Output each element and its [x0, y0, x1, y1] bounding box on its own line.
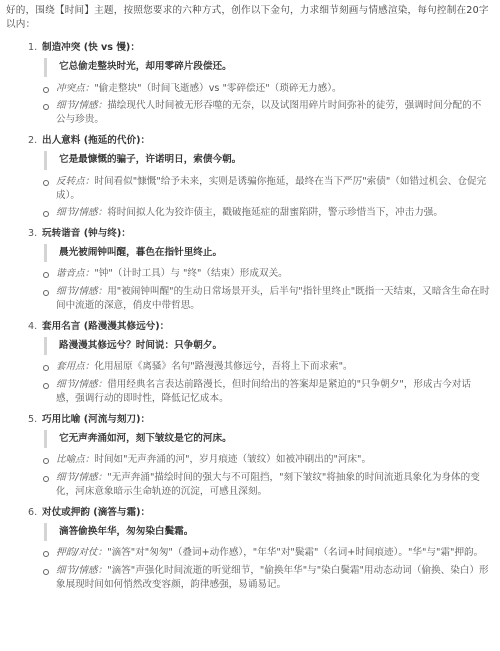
point-text: 借用经典名言表达前路漫长，但时间给出的答案却是紧迫的"只争朝夕"，形成古今对话感，强调行动的即时性，降低记忆成本。: [56, 378, 471, 405]
point-label: 细节/情感：: [56, 285, 108, 297]
section-title: 巧用比喻 (河流与刻刀)：: [42, 413, 151, 425]
hollow-bullet-icon: [43, 383, 49, 389]
hollow-bullet-icon: [43, 365, 49, 371]
section-title: 出人意料 (拖延的代价)：: [42, 134, 151, 146]
point-text: 用"被闹钟叫醒"的生动日常场景开头，后半句"指针里终止"既指一天结束，又暗含生命在时间中流逝的深意，俏皮中带哲思。: [56, 285, 490, 312]
section-title: 对仗或押韵 (滴答与霜)：: [42, 506, 151, 518]
point-text: "无声奔涌"描绘时间的强大与不可阻挡，"刻下皱纹"将抽象的时间流逝具象化为身体的变化，河床意象暗示生命轨迹的沉淀，可感且深刻。: [56, 471, 480, 498]
point-text: "偷走整块"（时间飞逝感）vs "零碎偿还"（琐碎无力感）。: [94, 82, 342, 94]
point-label: 押韵/对仗：: [56, 547, 108, 559]
hollow-bullet-icon: [43, 211, 49, 217]
point-item: [42, 99, 490, 128]
point-item: [42, 564, 490, 593]
section-number: 4.: [28, 320, 38, 332]
point-label: 细节/情感：: [56, 207, 108, 219]
point-label: 细节/情感：: [56, 378, 108, 390]
hollow-bullet-icon: [43, 290, 49, 296]
hollow-bullet-icon: [43, 104, 49, 110]
point-item: [42, 82, 490, 96]
quote-block: 它总偷走整块时光，却用零碎片段偿还。: [44, 58, 490, 76]
section-number: 2.: [28, 134, 38, 146]
point-item: [42, 285, 490, 314]
point-label: 套用点：: [56, 361, 95, 373]
point-label: 冲突点：: [56, 82, 95, 94]
point-item: [42, 546, 490, 560]
hollow-bullet-icon: [43, 87, 49, 93]
section-heading: [28, 413, 490, 427]
point-item: [42, 175, 490, 204]
section-2: [6, 134, 490, 221]
hollow-bullet-icon: [43, 458, 49, 464]
section-3: [6, 227, 490, 314]
section-heading: [28, 506, 490, 520]
section-title: 玩转谐音 (钟与终)：: [42, 227, 131, 239]
point-text: 描绘现代人时间被无形吞噬的无奈，以及试图用碎片时间弥补的徒劳，强调时间分配的不公与珍贵。: [56, 99, 482, 126]
quote-block: 路漫漫其修远兮？时间说：只争朝夕。: [44, 337, 490, 355]
section-number: 6.: [28, 506, 38, 518]
point-list: [42, 267, 490, 313]
section-heading: [28, 227, 490, 241]
point-label: 比喻点：: [56, 454, 95, 466]
point-item: [42, 378, 490, 407]
quote-block: 滴答偷换年华，匆匆染白鬓霜。: [44, 523, 490, 541]
point-item: [42, 267, 490, 281]
section-1: [6, 41, 490, 128]
point-text: "钟"（计时工具）与 "终"（结束）形成双关。: [94, 268, 288, 280]
section-heading: [28, 41, 490, 55]
intro-paragraph: 好的，围绕【时间】主题，按照您要求的六种方式，创作以下金句，力求细节刻画与情感渲染，每句控制在20字以内：: [6, 5, 489, 31]
point-item: [42, 360, 490, 374]
point-label: 细节/情感：: [56, 99, 108, 111]
section-title: 制造冲突 (快 vs 慢)：: [42, 41, 140, 53]
section-number: 5.: [28, 413, 38, 425]
point-list: [42, 453, 490, 499]
section-heading: [28, 134, 490, 148]
point-list: [42, 175, 490, 221]
point-text: 化用屈原《离骚》名句"路漫漫其修远兮，吾将上下而求索"。: [94, 361, 353, 373]
quote-block: 晨光被闹钟叫醒，暮色在指针里终止。: [44, 244, 490, 262]
hollow-bullet-icon: [43, 569, 49, 575]
point-label: 反转点：: [56, 175, 95, 187]
hollow-bullet-icon: [43, 551, 49, 557]
point-list: [42, 546, 490, 592]
point-text: 将时间拟人化为狡诈债主，戳破拖延症的甜蜜陷阱，警示珍惜当下，冲击力强。: [107, 207, 443, 219]
hollow-bullet-icon: [43, 476, 49, 482]
section-title: 套用名言 (路漫漫其修远兮)：: [42, 320, 170, 332]
point-label: 谐音点：: [56, 268, 95, 280]
point-item: [42, 453, 490, 467]
point-item: [42, 471, 490, 500]
hollow-bullet-icon: [43, 272, 49, 278]
section-number: 1.: [28, 41, 38, 53]
point-text: 时间看似"慷慨"给予未来，实则是诱骗你拖延，最终在当下严厉"索债"（如错过机会、仓促完成）。: [56, 175, 487, 201]
section-number: 3.: [28, 227, 38, 239]
sections-list: [6, 41, 490, 593]
section-5: [6, 413, 490, 500]
quote-block: 它是最慷慨的骗子，许诺明日，索债今朝。: [44, 151, 490, 169]
point-text: 时间如"无声奔涌的河"，岁月痕迹（皱纹）如被冲刷出的"河床"。: [94, 454, 372, 466]
point-list: [42, 360, 490, 406]
point-label: 细节/情感：: [56, 471, 108, 483]
section-4: [6, 320, 490, 407]
hollow-bullet-icon: [43, 180, 49, 186]
quote-block: 它无声奔涌如河，刻下皱纹是它的河床。: [44, 430, 490, 448]
point-label: 细节/情感：: [56, 564, 108, 576]
point-list: [42, 82, 490, 128]
point-text: "滴答"对"匆匆"（叠词+动作感），"年华"对"鬓霜"（名词+时间痕迹）。"华"与"霜"押韵。: [107, 547, 484, 559]
point-text: "滴答"声强化时间流逝的听觉细节，"偷换年华"与"染白鬓霜"用动态动词（偷换、染白）形象展现时间如何悄然改变容颜，韵律感强，易诵易记。: [56, 564, 489, 591]
section-heading: [28, 320, 490, 334]
point-item: [42, 206, 490, 220]
section-6: [6, 506, 490, 593]
